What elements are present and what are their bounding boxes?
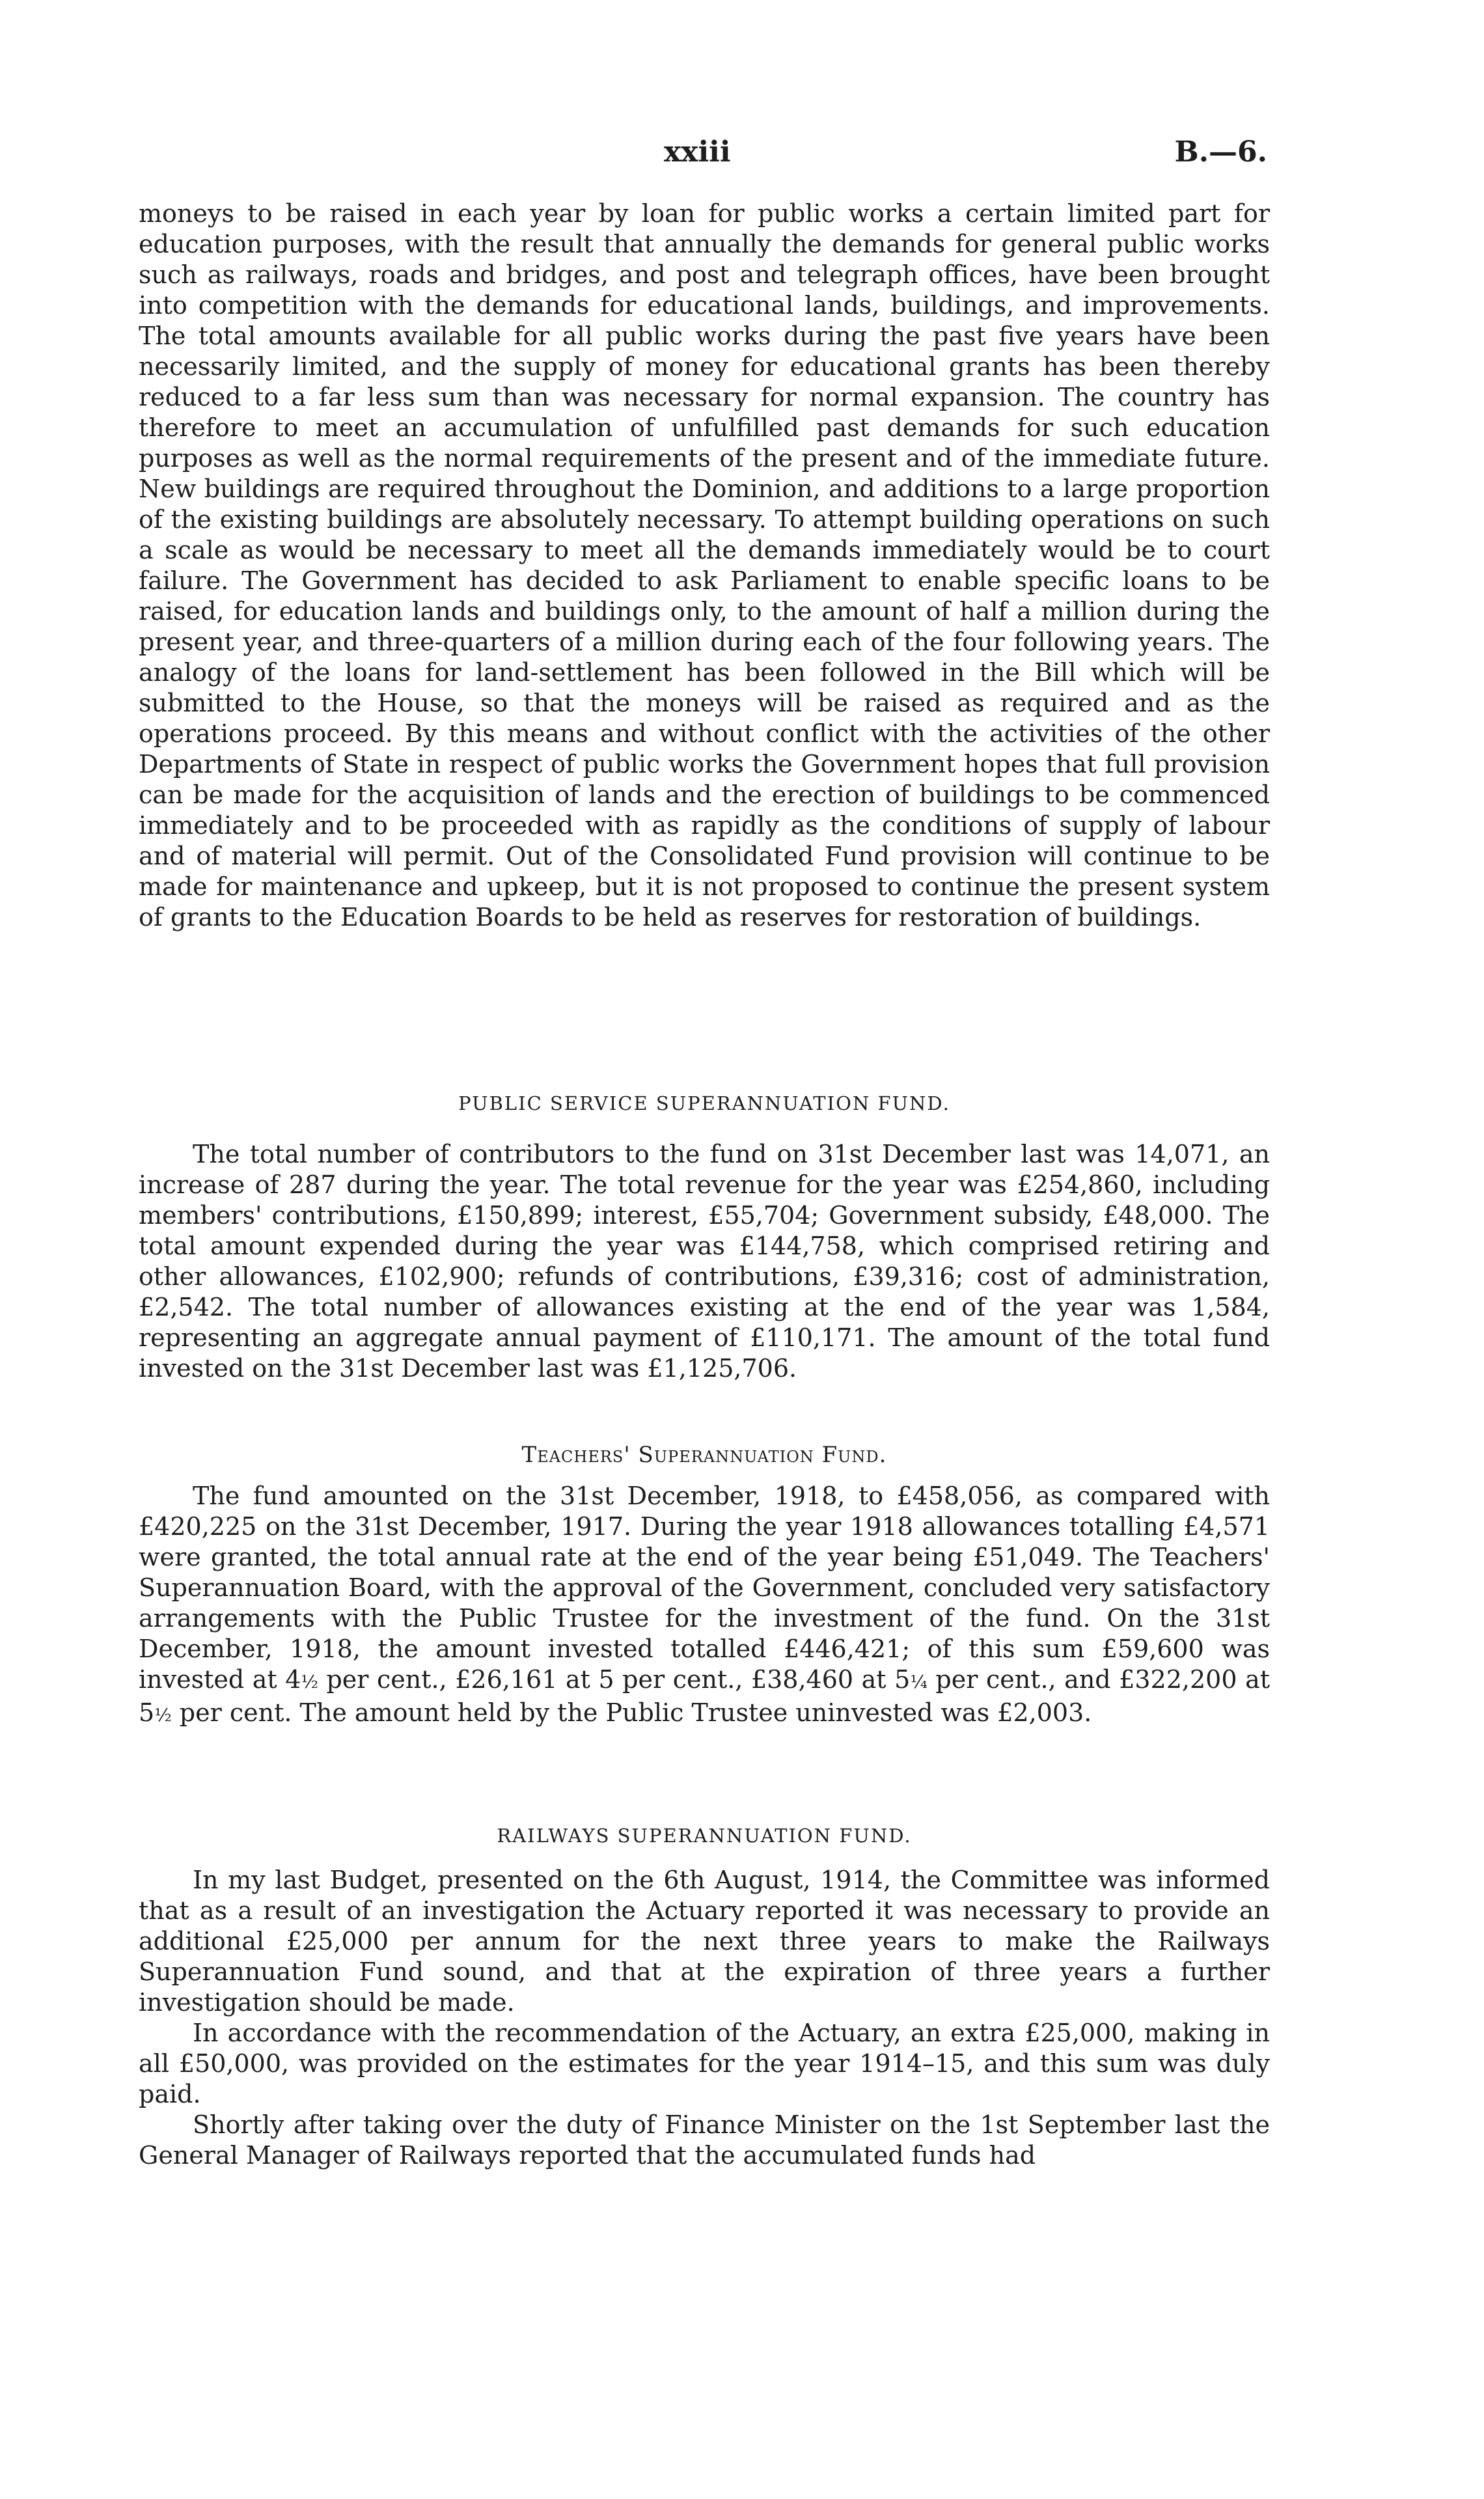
teachers-section — [139, 1481, 1270, 1731]
teachers-paragraph — [139, 1481, 1270, 1731]
public-service-heading: PUBLIC SERVICE SUPERANNUATION FUND. — [458, 1092, 950, 1114]
fraction-quarter: ¼ — [910, 1672, 928, 1692]
intro-paragraph: moneys to be raised in each year by loan for public works a certain limited part for education purposes, with the result that annually the demands for general public works such as railways, roads and bridges, and post and telegraph offices, have been brought into competition with the demands for educational lands, buildings, and improvements. The total amounts available for all public works during the past five years have been necessarily limited, and the supply of money for educational grants has been thereby reduced to a far less sum than was necessary for normal expansion. The country has therefore to meet an accumulation of unfulfilled past demands for such education purposes as well as the normal requirements of the present and of the immediate future. New buildings are required throughout the Dominion, and additions to a large proportion of the existing buildings are absolutely necessary. To attempt building operations on such a scale as would be necessary to meet all the demands immediately would be to court failure. The Government has decided to ask Parliament to enable specific loans to be raised, for education lands and buildings only, to the amount of half a million during the present year, and three-quarters of a million during each of the four following years. The analogy of the loans for land-settlement has been followed in the Bill which will be submitted to the House, so that the moneys will be raised as required and as the operations proceed. By this means and without conflict with the activities of the other Departments of State in respect of public works the Government hopes that full provision can be made for the acquisition of lands and the erection of buildings to be commenced immediately and to be proceeded with as rapidly as the conditions of supply of labour and of material will permit. Out of the Consolidated Fund provision will continue to be made for maintenance and upkeep, but it is not proposed to continue the present system of grants to the Education Boards to be held as reserves for restoration of buildings. — [139, 199, 1270, 932]
teachers-text-part-2: per cent., £26,161 at 5 per cent., £38,460 at 5 — [318, 1665, 911, 1694]
teachers-text-part-4: per cent. The amount held by the Public Trustee uninvested was £2,003. — [171, 1698, 1092, 1727]
public-service-heading-block — [139, 1090, 1270, 1116]
document-reference: B.—6. — [1174, 135, 1267, 169]
fraction-half: ½ — [301, 1672, 318, 1692]
railways-heading: RAILWAYS SUPERANNUATION FUND. — [497, 1825, 912, 1847]
public-service-paragraph: The total number of contributors to the fund on 31st December last was 14,071, an increase of 287 during the year. The total revenue for the year was £254,860, including members' contributions, £150,899; interest, £55,704; Government subsidy, £48,000. The total amount expended during the year was £144,758, which comprised retiring and other allowances, £102,900; refunds of contributions, £39,316; cost of administration, £2,542. The total number of allowances existing at the end of the year was 1,584, representing an aggregate annual payment of £110,171. The amount of the total fund invested on the 31st December last was £1,125,706. — [139, 1140, 1270, 1383]
railways-heading-block — [139, 1823, 1270, 1849]
page-number: xxiii — [664, 135, 731, 169]
fraction-half: ½ — [154, 1705, 172, 1726]
railways-paragraph-3: Shortly after taking over the duty of Finance Minister on the 1st September last the General Manager of Railways reported that the accumulated funds had — [139, 2110, 1270, 2170]
teachers-text-part-1: The fund amounted on the 31st December, 1918, to £458,056, as compared with £420,225 on the 31st December, 1917. During the year 1918 allowances totalling £4,571 were granted, the total annual rate at the end of the year being £51,049. The Teachers' Superannuation Board, with the approval of the Government, concluded very satisfactory arrangements with the Public Trustee for the investment of the fund. On the 31st December, 1918, the amount invested totalled £446,421; of this sum £59,600 was invested at 4 — [139, 1482, 1270, 1694]
railways-paragraph-2: In accordance with the recommendation of the Actuary, an extra £25,000, making in all £50,000, was provided on the estimates for the year 1914–15, and this sum was duly paid. — [139, 2019, 1270, 2108]
intro-section — [139, 199, 1270, 933]
public-service-section — [139, 1139, 1270, 1384]
railways-paragraph-1: In my last Budget, presented on the 6th August, 1914, the Committee was informed that as a result of an investigation the Actuary reported it was necessary to provide an additional £25,000 per annum for the next three years to make the Railways Superannuation Fund sound, and that at the expiration of three years a further investigation should be made. — [139, 1866, 1270, 2017]
railways-section — [139, 1865, 1270, 2171]
teachers-heading-block — [139, 1442, 1270, 1468]
teachers-text-part-3: per cent., and £322,200 at 5 — [139, 1665, 1270, 1727]
teachers-heading: Teachers' Superannuation Fund. — [521, 1442, 887, 1468]
